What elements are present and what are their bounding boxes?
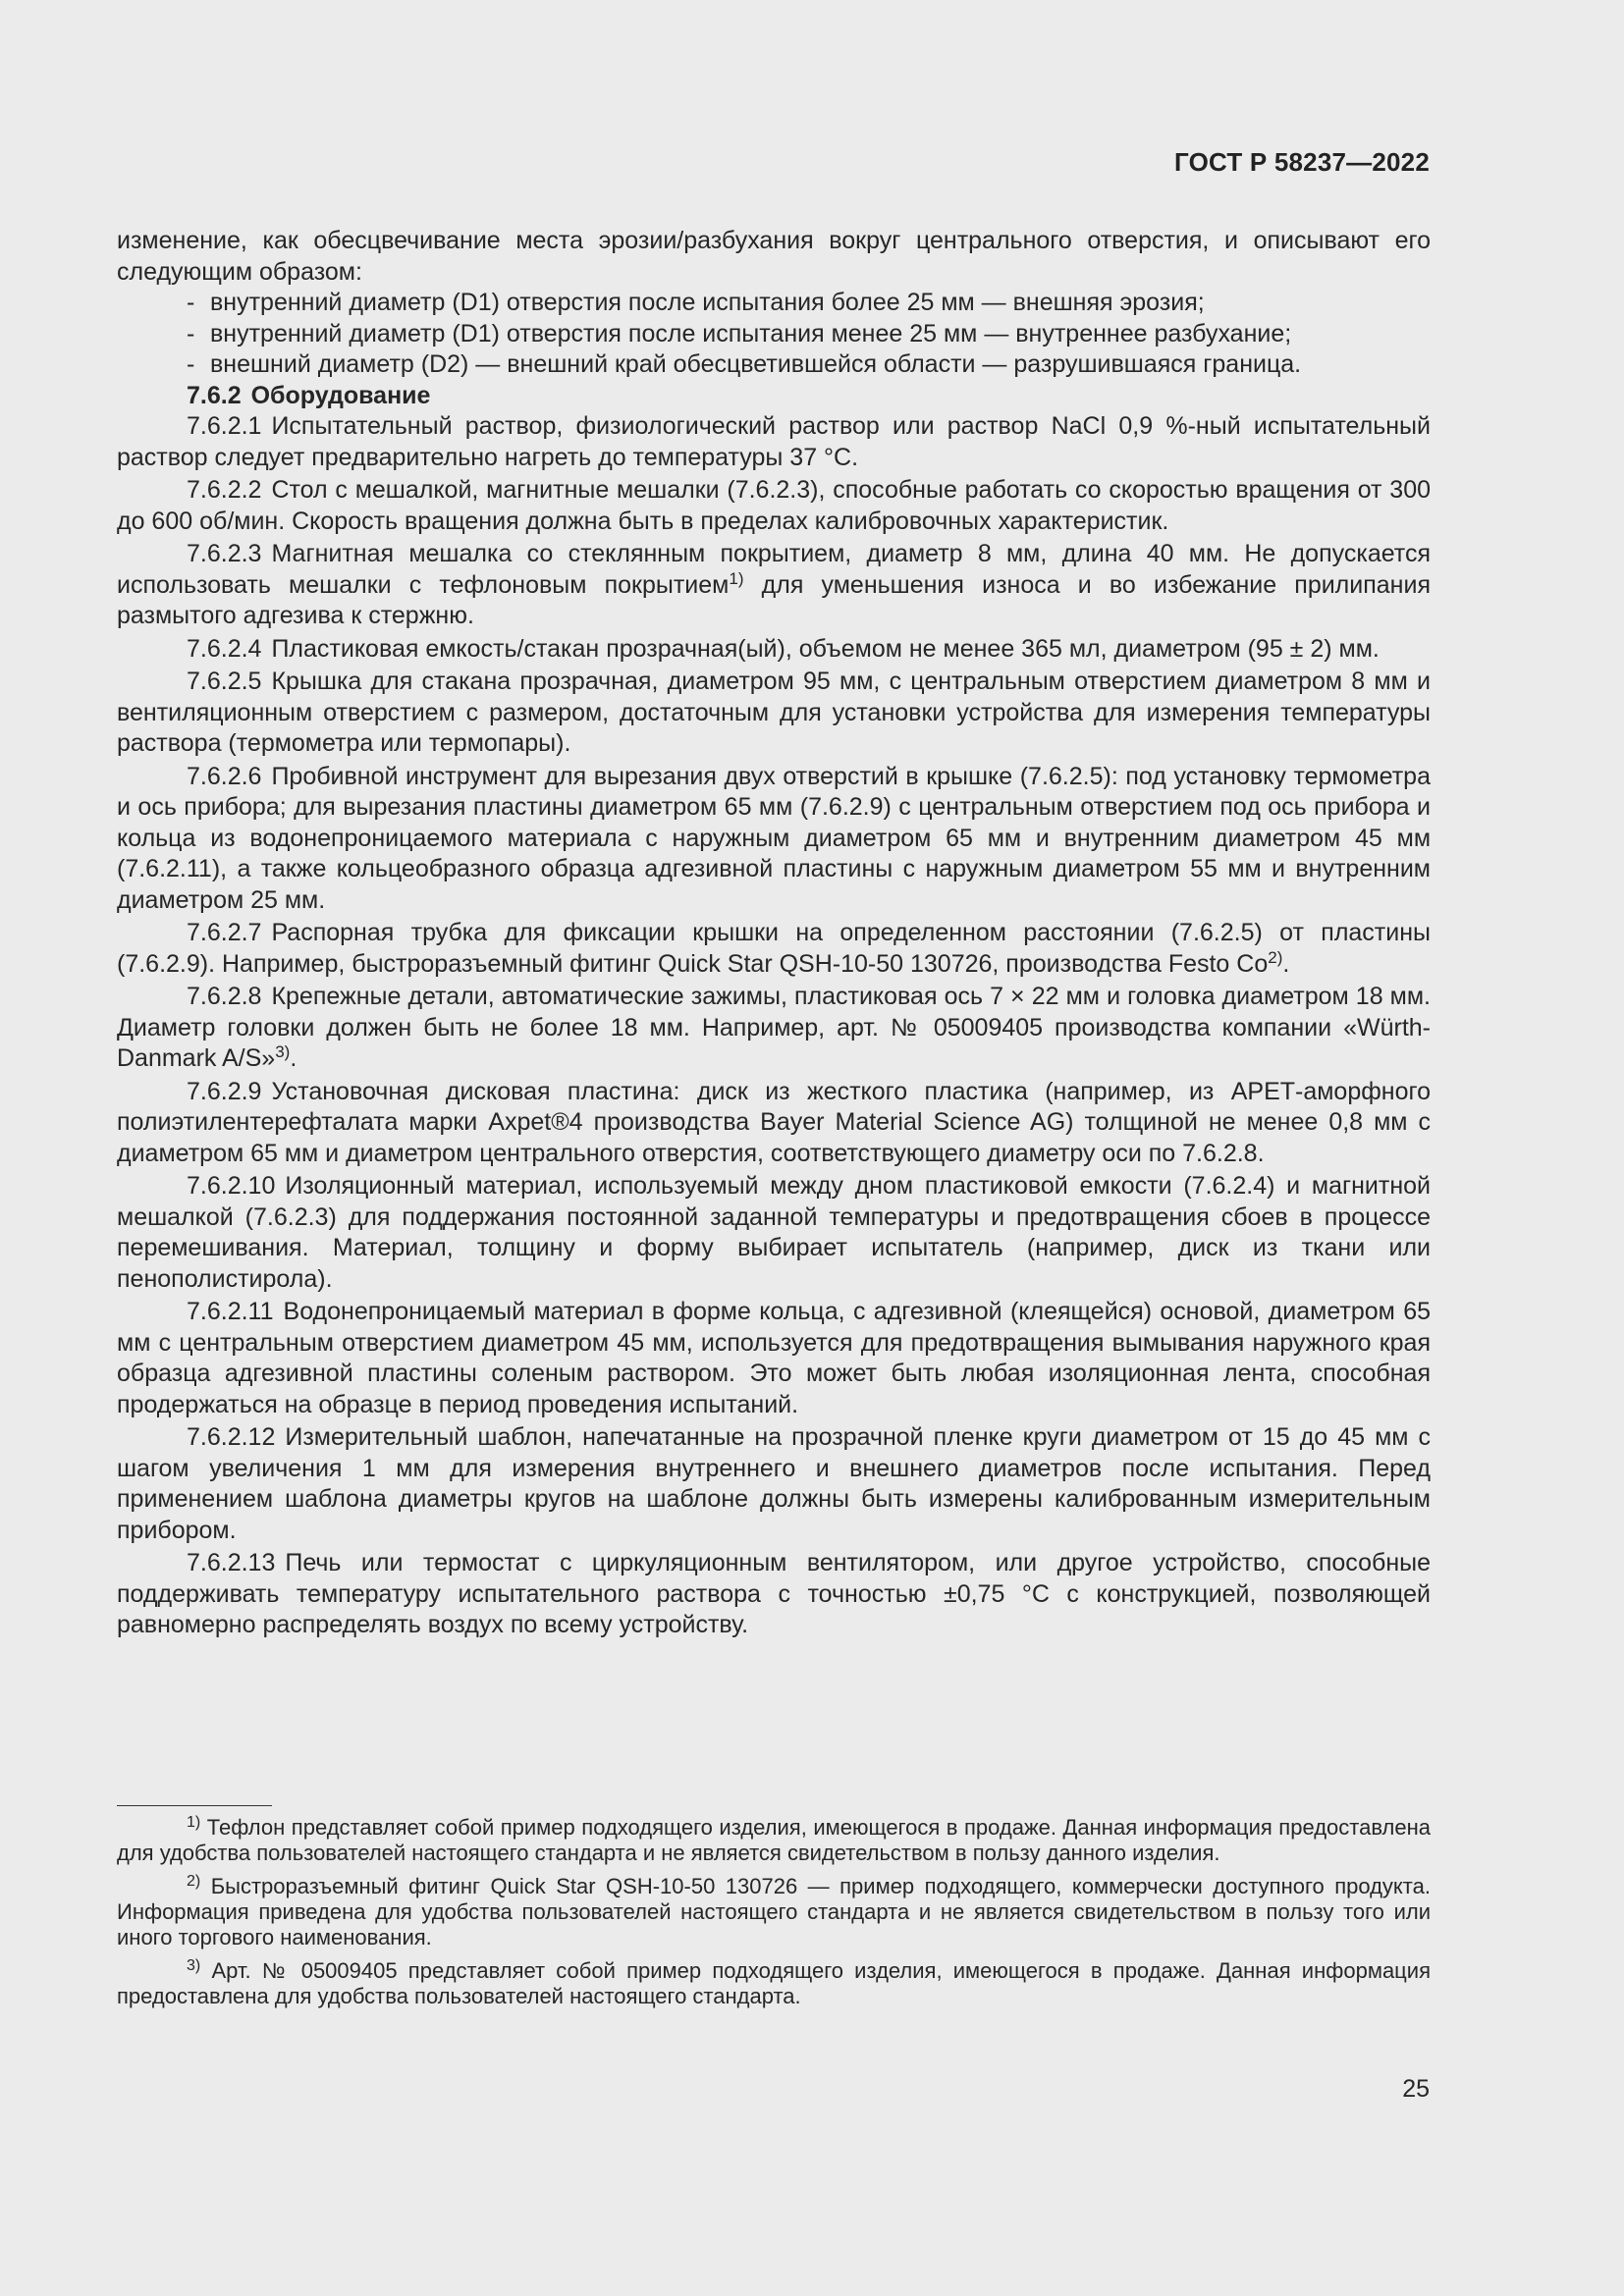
clause-7-6-2-6: 7.6.2.6 Пробивной инструмент для вырезания двух отверстий в крышке (7.6.2.5): под установку термометра и ось прибора; для вырезания пластины диаметром 65 мм (7.6.2.9) с центральным отверстием под ось прибора и кольца из водонепроницаемого материала с наружным диаметром 65 мм и внутренним диаметром 45 мм (7.6.2.11), а также кольцеобразного образца адгезивной пластины с наружным диаметром 55 мм и внутренним диаметром 25 мм.	[117, 762, 1431, 914]
footnote-3: $^{3)}$ Арт. № 05009405 представляет собой пример подходящего изделия, имеющегося в продаже. Данная информация предоставлена для удобства пользователей настоящего стандарта.	[117, 1957, 1431, 2008]
footnote-ref-3[interactable]: 3)	[275, 1042, 291, 1061]
footnotes	[117, 1815, 1431, 2017]
clause-7-6-2-3: 7.6.2.3 Магнитная мешалка со стеклянным покрытием, диаметр 8 мм, длина 40 мм. Не допускается использовать мешалки с тефлоновым покрытием$^{1)}$ для уменьшения износа и во избежание прилипания размытого адгезива к стержню.	[117, 540, 1431, 629]
clause-7-6-2-12: 7.6.2.12 Измерительный шаблон, напечатанные на прозрачной пленке круги диаметром от 15 до 45 мм с шагом увеличения 1 мм для измерения внутреннего и внешнего диаметров после испытания. Перед применением шаблона диаметры кругов на шаблоне должны быть измерены калиброванным измерительным прибором.	[117, 1423, 1431, 1544]
footnote-2: $^{2)}$ Быстроразъемный фитинг Quick Star QSH-10-50 130726 — пример подходящего, коммерчески доступного продукта. Информация приведена для удобства пользователей настоящего стандарта и не является свидетельством в пользу того или иного торгового наименования.	[117, 1873, 1431, 1949]
footnote-1: $^{1)}$ Тефлон представляет собой пример подходящего изделия, имеющегося в продаже. Данная информация предоставлена для удобства пользователей настоящего стандарта и не является свидетельством в пользу данного изделия.	[117, 1814, 1431, 1865]
footnote-ref-1[interactable]: 1)	[729, 568, 744, 588]
clause-7-6-2-5: 7.6.2.5 Крышка для стакана прозрачная, диаметром 95 мм, с центральным отверстием диаметром 8 мм и вентиляционным отверстием с размером, достаточным для установки устройства для измерения температуры раствора (термометра или термопары).	[117, 667, 1431, 757]
clause-7-6-2-9: 7.6.2.9 Установочная дисковая пластина: диск из жесткого пластика (например, из АРЕТ-аморфного полиэтилентерефталата марки Axpet®4 производства Bayer Material Science AG) толщиной не менее 0,8 мм с диаметром 65 мм и диаметром центрального отверстия, соответствующего диаметру оси по 7.6.2.8.	[117, 1077, 1431, 1167]
clause-7-6-2-13: 7.6.2.13 Печь или термостат с циркуляционным вентилятором, или другое устройство, способные поддерживать температуру испытательного раствора с точностью ±0,75 °С с конструкцией, позволяющей равномерно распределять воздух по всему устройству.	[117, 1549, 1431, 1638]
footnote-divider	[117, 1805, 272, 1806]
clause-7-6-2-1: 7.6.2.1 Испытательный раствор, физиологический раствор или раствор NaCl 0,9 %-ный испытательный раствор следует предварительно нагреть до температуры 37 °С.	[117, 412, 1431, 471]
erosion-list	[117, 288, 1431, 381]
footnote-ref-2[interactable]: 2)	[1268, 947, 1283, 967]
clause-7-6-2-4: 7.6.2.4 Пластиковая емкость/стакан прозрачная(ый), объемом не менее 365 мл, диаметром (95 ± 2) мм.	[187, 634, 1380, 663]
list-item: - внутренний диаметр (D1) отверстия после испытания менее 25 мм — внутреннее разбухание;	[187, 319, 1292, 347]
clause-7-6-2-7: 7.6.2.7 Распорная трубка для фиксации крышки на определенном расстоянии (7.6.2.5) от пластины (7.6.2.9). Например, быстроразъемный фитинг Quick Star QSH-10-50 130726, производства Festo Co$^{2)}$.	[117, 919, 1431, 978]
document-header: ГОСТ Р 58237—2022	[1174, 147, 1430, 177]
page-number: 25	[1402, 2075, 1430, 2103]
list-item: - внешний диаметр (D2) — внешний край обесцветившейся области — разрушившаяся граница.	[187, 350, 1302, 378]
clause-7-6-2-8: 7.6.2.8 Крепежные детали, автоматические зажимы, пластиковая ось 7 × 22 мм и головка диаметром 18 мм. Диаметр головки должен быть не более 18 мм. Например, арт. № 05009405 производства компании «Würth-Danmark A/S»$^{3)}$.	[117, 983, 1431, 1072]
main-text	[117, 226, 1431, 1641]
clause-7-6-2-2: 7.6.2.2 Стол с мешалкой, магнитные мешалки (7.6.2.3), способные работать со скоростью вращения от 300 до 600 об/мин. Скорость вращения должна быть в пределах калибровочных характеристик.	[117, 476, 1431, 535]
clause-7-6-2-10: 7.6.2.10 Изоляционный материал, используемый между дном пластиковой емкости (7.6.2.4) и магнитной мешалкой (7.6.2.3) для поддержания постоянной заданной температуры и предотвращения сбоев в процессе перемешивания. Материал, толщину и форму выбирает испытатель (например, диск из ткани или пенополистирола).	[117, 1172, 1431, 1293]
section-heading: 7.6.2 Оборудование	[187, 381, 431, 409]
clause-7-6-2-11: 7.6.2.11 Водонепроницаемый материал в форме кольца, с адгезивной (клеящейся) основой, диаметром 65 мм с центральным отверстием диаметром 45 мм, используется для предотвращения вымывания наружного края образца адгезивной пластины соленым раствором. Это может быть любая изоляционная лента, способная продержаться на образце в период проведения испытаний.	[117, 1298, 1431, 1418]
list-item: - внутренний диаметр (D1) отверстия после испытания более 25 мм — внешняя эрозия;	[187, 289, 1205, 316]
intro-paragraph: изменение, как обесцвечивание места эрозии/разбухания вокруг центрального отверстия, и описывают его следующим образом:	[117, 227, 1431, 286]
